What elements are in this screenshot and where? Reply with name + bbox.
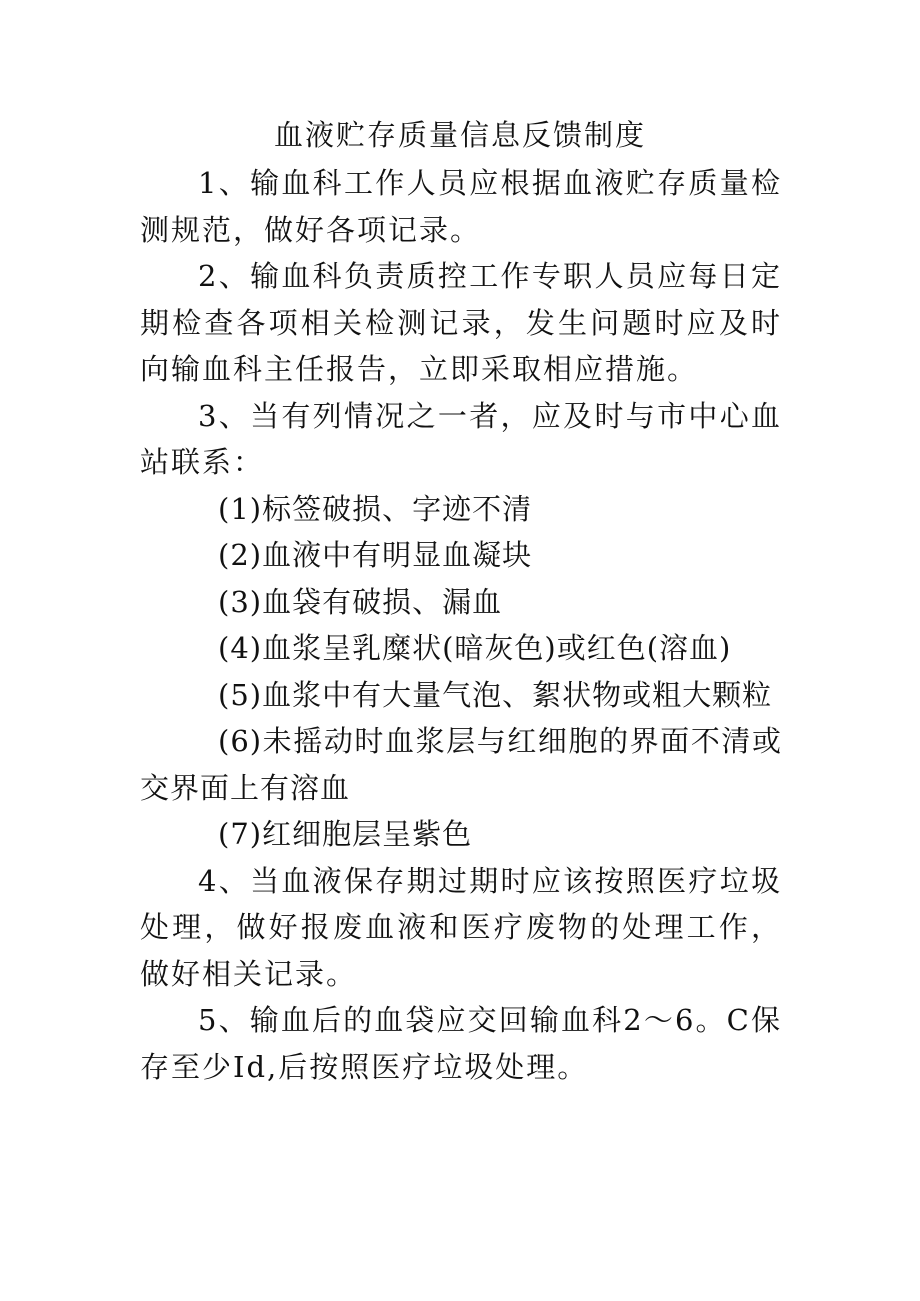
paragraph-3: 3、当有列情况之一者，应及时与市中心血站联系： (140, 398, 782, 479)
paragraph-1: 1、输血科工作人员应根据血液贮存质量检测规范，做好各项记录。 (140, 166, 782, 247)
condition-item-6: (6)未摇动时血浆层与红细胞的界面不清或交界面上有溶血 (140, 724, 782, 805)
condition-item-4: (4)血浆呈乳糜状(暗灰色)或红色(溶血) (218, 631, 732, 665)
paragraph-5: 5、输血后的血袋应交回输血科2～6。C保存至少Id,后按照医疗垃圾处理。 (140, 1003, 782, 1084)
condition-item-2: (2)血液中有明显血凝块 (218, 538, 533, 572)
condition-item-1: (1)标签破损、字迹不清 (218, 491, 533, 526)
condition-item-5: (5)血浆中有大量气泡、絮状物或粗大颗粒 (218, 677, 773, 712)
document-body (140, 160, 782, 1090)
paragraph-4: 4、当血液保存期过期时应该按照医疗垃圾处理，做好报废血液和医疗废物的处理工作，做好相关记录。 (140, 863, 782, 991)
document-title: 血液贮存质量信息反馈制度 (273, 118, 646, 152)
paragraph-2: 2、输血科负责质控工作专职人员应每日定期检查各项相关检测记录，发生问题时应及时向输血科主任报告，立即采取相应措施。 (140, 259, 782, 386)
condition-item-3: (3)血袋有破损、漏血 (218, 584, 503, 619)
condition-item-7: (7)红细胞层呈紫色 (218, 817, 473, 851)
